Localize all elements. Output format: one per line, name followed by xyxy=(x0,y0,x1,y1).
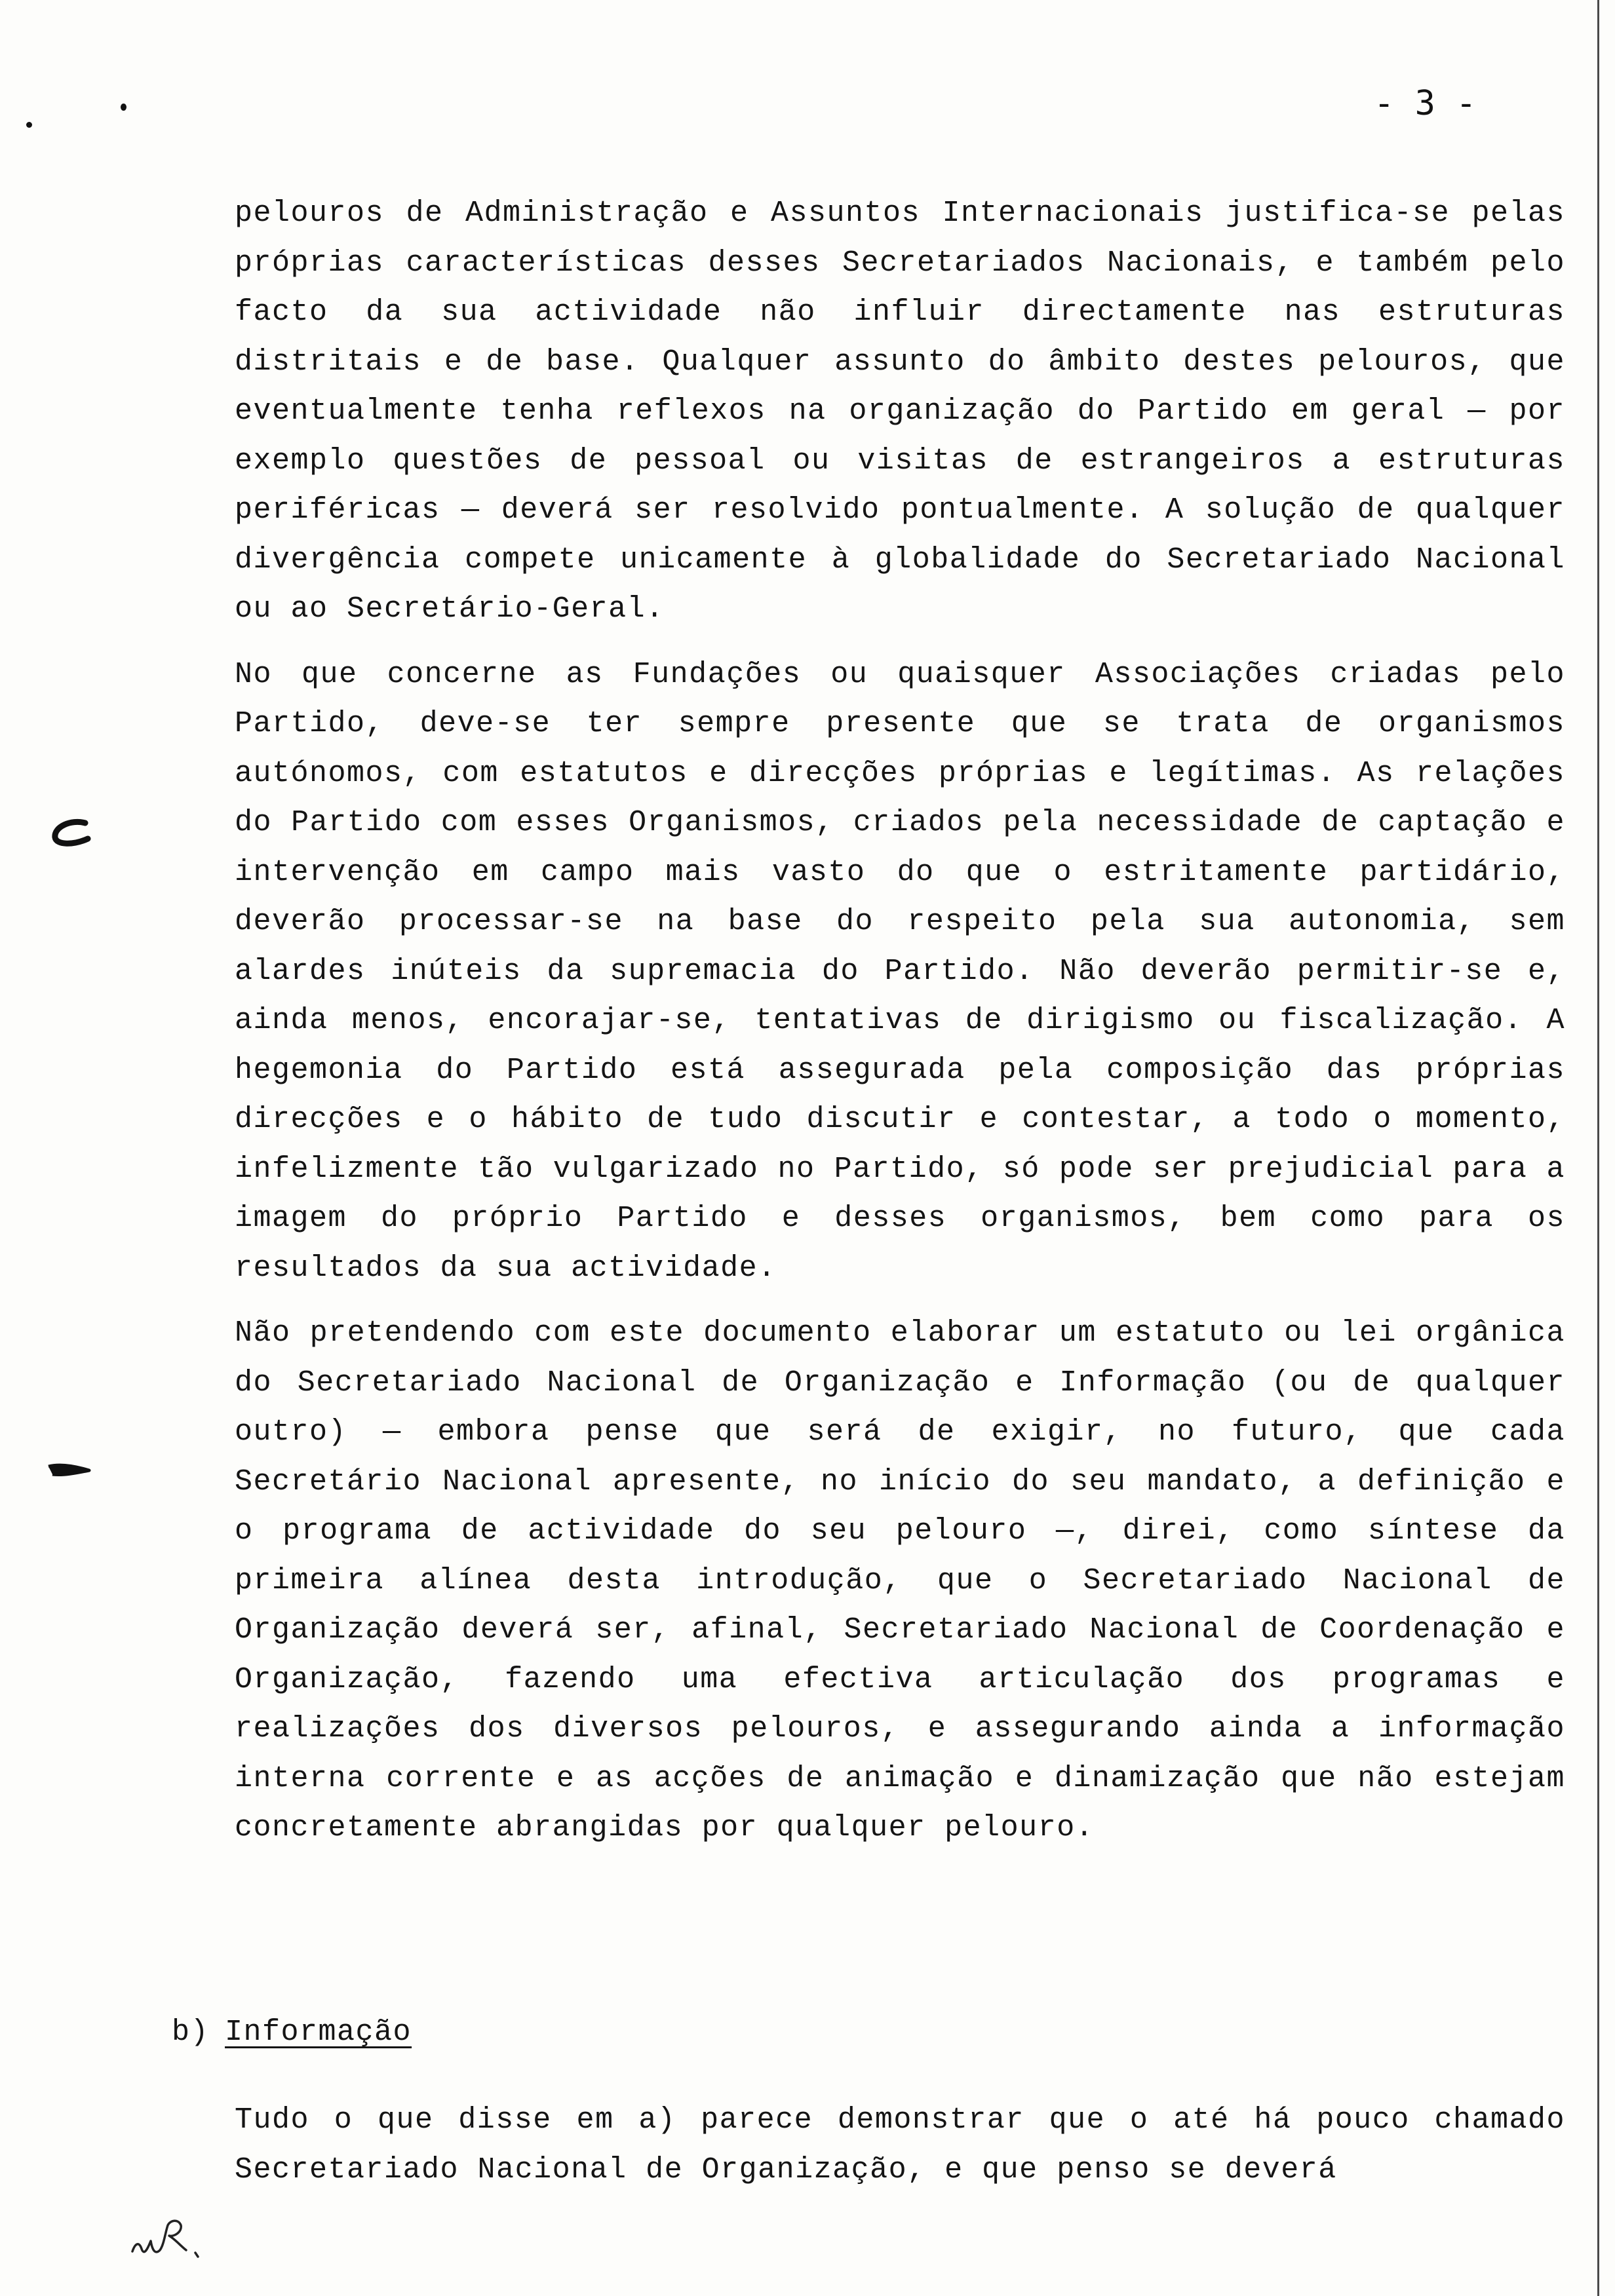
page-edge-line xyxy=(1597,0,1599,2296)
section-paragraph: Tudo o que disse em a) parece demonstrar que o até há pouco chamado Secretariado Nacional de Organização, e que penso se deverá xyxy=(235,2103,1565,2187)
scan-speck xyxy=(26,122,32,128)
margin-mark-icon xyxy=(43,1459,96,1485)
section-title: Informação xyxy=(225,2016,412,2049)
paragraph-3: Não pretendendo com este documento elaborar um estatuto ou lei orgânica do Secretariado Nacional de Organização e Informação (ou de qualquer outro) — embora pense que será de exigir, no futuro, que cada Secretário Nacional apresente, no início do seu mandato, a definição e o programa de actividade do seu pelouro —, direi, como síntese da primeira alínea desta introdução, que o Secretariado Nacional de Organização deverá ser, afinal, Secretariado Nacional de Coordenação e Organização, fazendo uma efectiva articulação dos programas e realizações dos diversos pelouros, e assegurando ainda a informação interna corrente e as acções de animação e dinamização que não estejam concretamente abrangidas por qualquer pelouro. xyxy=(235,1316,1565,1845)
margin-mark-icon xyxy=(47,818,93,851)
page-number: - 3 - xyxy=(1374,84,1477,123)
paragraph-2: No que concerne as Fundações ou quaisquer Associações criadas pelo Partido, deve-se ter sempre presente que se trata de organismos autónomos, com estatutos e direcções próprias e legítimas. As relações do Partido com esses Organismos, criados pela necessidade de captação e intervenção em campo mais vasto do que o estritamente partidário, deverão processar-se na base do respeito pela sua autonomia, sem alardes inúteis da supremacia do Partido. Não deverão permitir-se e, ainda menos, encorajar-se, tentativas de dirigismo ou fiscalização. A hegemonia do Partido está assegurada pela composição das próprias direcções e o hábito de tudo discutir e contestar, a todo o momento, infelizmente tão vulgarizado no Partido, só pode ser prejudicial para a imagem do próprio Partido e desses organismos, bem como para os resultados da sua actividade. xyxy=(235,657,1565,1285)
section-label: b) xyxy=(172,2016,210,2049)
handwritten-initials xyxy=(130,2207,228,2266)
body-text xyxy=(235,189,1565,1853)
section-body-text xyxy=(235,2095,1565,2194)
section-heading xyxy=(172,2008,412,2057)
paragraph-1: pelouros de Administração e Assuntos Internacionais justifica-se pelas próprias características desses Secretariados Nacionais, e também pelo facto da sua actividade não influir directamente nas estruturas distritais e de base. Qualquer assunto do âmbito destes pelouros, que eventualmente tenha reflexos na organização do Partido em geral — por exemplo questões de pessoal ou visitas de estrangeiros a estruturas periféricas — deverá ser resolvido pontualmente. A solução de qualquer divergência compete unicamente à globalidade do Secretariado Nacional ou ao Secretário-Geral. xyxy=(235,197,1565,626)
scan-speck xyxy=(121,104,126,111)
